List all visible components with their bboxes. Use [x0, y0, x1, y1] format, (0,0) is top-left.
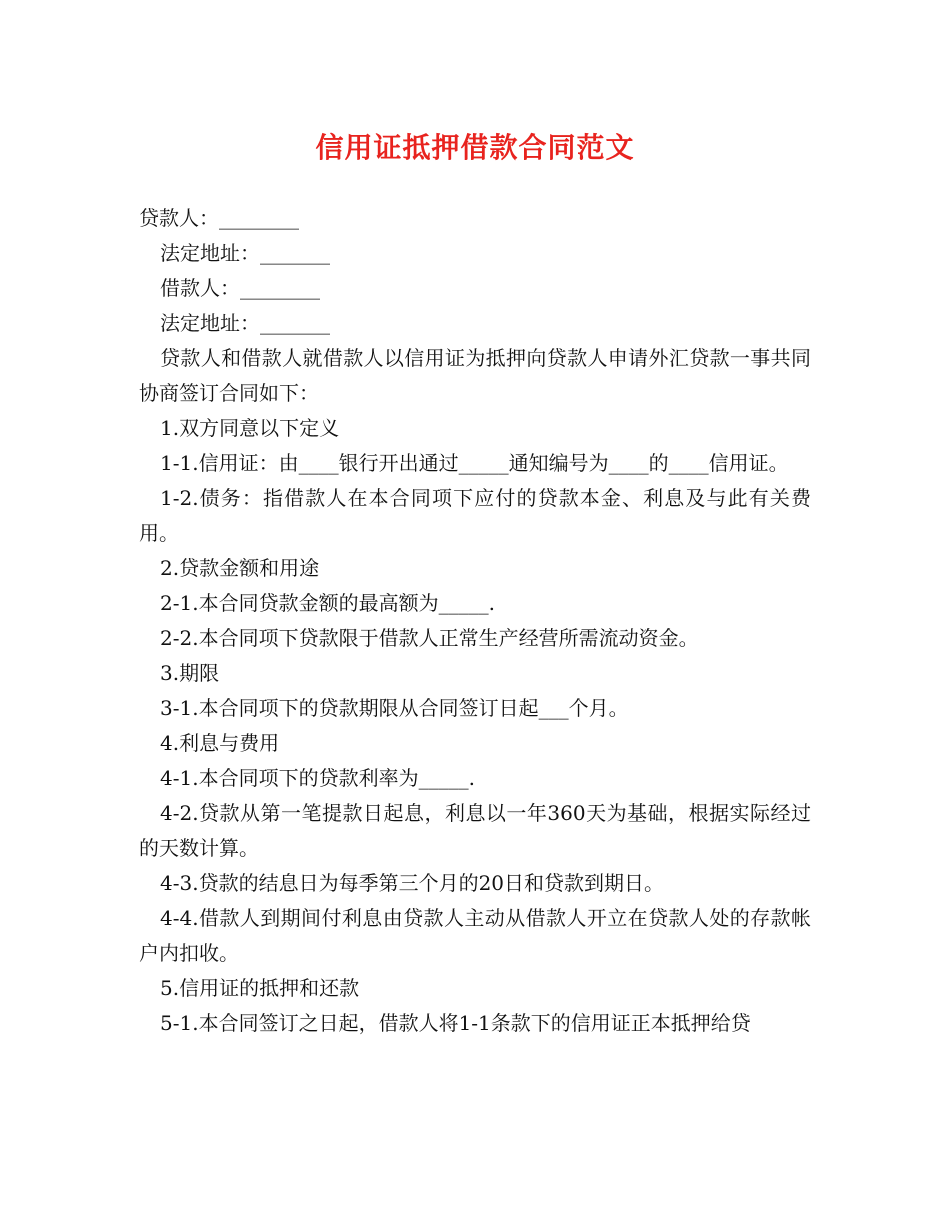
clause-1-2: 1-2.债务：指借款人在本合同项下应付的贷款本金、利息及与此有关费用。: [139, 486, 811, 545]
document-body: [139, 201, 811, 1041]
lender-address-line: 法定地址：_______: [160, 241, 330, 265]
clause-4-2: 4-2.贷款从第一笔提款日起息，利息以一年360天为基础，根据实际经过的天数计算。: [139, 801, 811, 860]
section-heading-5: 5.信用证的抵押和还款: [160, 976, 360, 1000]
clause-3-1: 3-1.本合同项下的贷款期限从合同签订日起___个月。: [160, 696, 629, 720]
borrower-address-line: 法定地址：_______: [160, 311, 330, 335]
clause-4-4: 4-4.借款人到期间付利息由贷款人主动从借款人开立在贷款人处的存款帐户内扣收。: [139, 906, 811, 965]
document-title: 信用证抵押借款合同范文: [315, 131, 635, 164]
clause-5-1: 5-1.本合同签订之日起，借款人将1-1条款下的信用证正本抵押给贷: [160, 1011, 751, 1035]
clause-4-3: 4-3.贷款的结息日为每季第三个月的20日和贷款到期日。: [160, 871, 665, 895]
section-heading-2: 2.贷款金额和用途: [160, 556, 320, 580]
clause-4-1: 4-1.本合同项下的贷款利率为_____.: [160, 766, 475, 790]
clause-2-2: 2-2.本合同项下贷款限于借款人正常生产经营所需流动资金。: [160, 626, 699, 650]
section-heading-1: 1.双方同意以下定义: [160, 416, 340, 440]
preamble-paragraph: 贷款人和借款人就借款人以信用证为抵押向贷款人申请外汇贷款一事共同协商签订合同如下：: [139, 346, 811, 405]
section-heading-3: 3.期限: [160, 661, 220, 685]
section-heading-4: 4.利息与费用: [160, 731, 280, 755]
clause-2-1: 2-1.本合同贷款金额的最高额为_____.: [160, 591, 495, 615]
lender-line: 贷款人：________: [139, 206, 299, 230]
borrower-line: 借款人：________: [160, 276, 320, 300]
clause-1-1: 1-1.信用证：由____银行开出通过_____通知编号为____的____信用证。: [160, 451, 789, 475]
